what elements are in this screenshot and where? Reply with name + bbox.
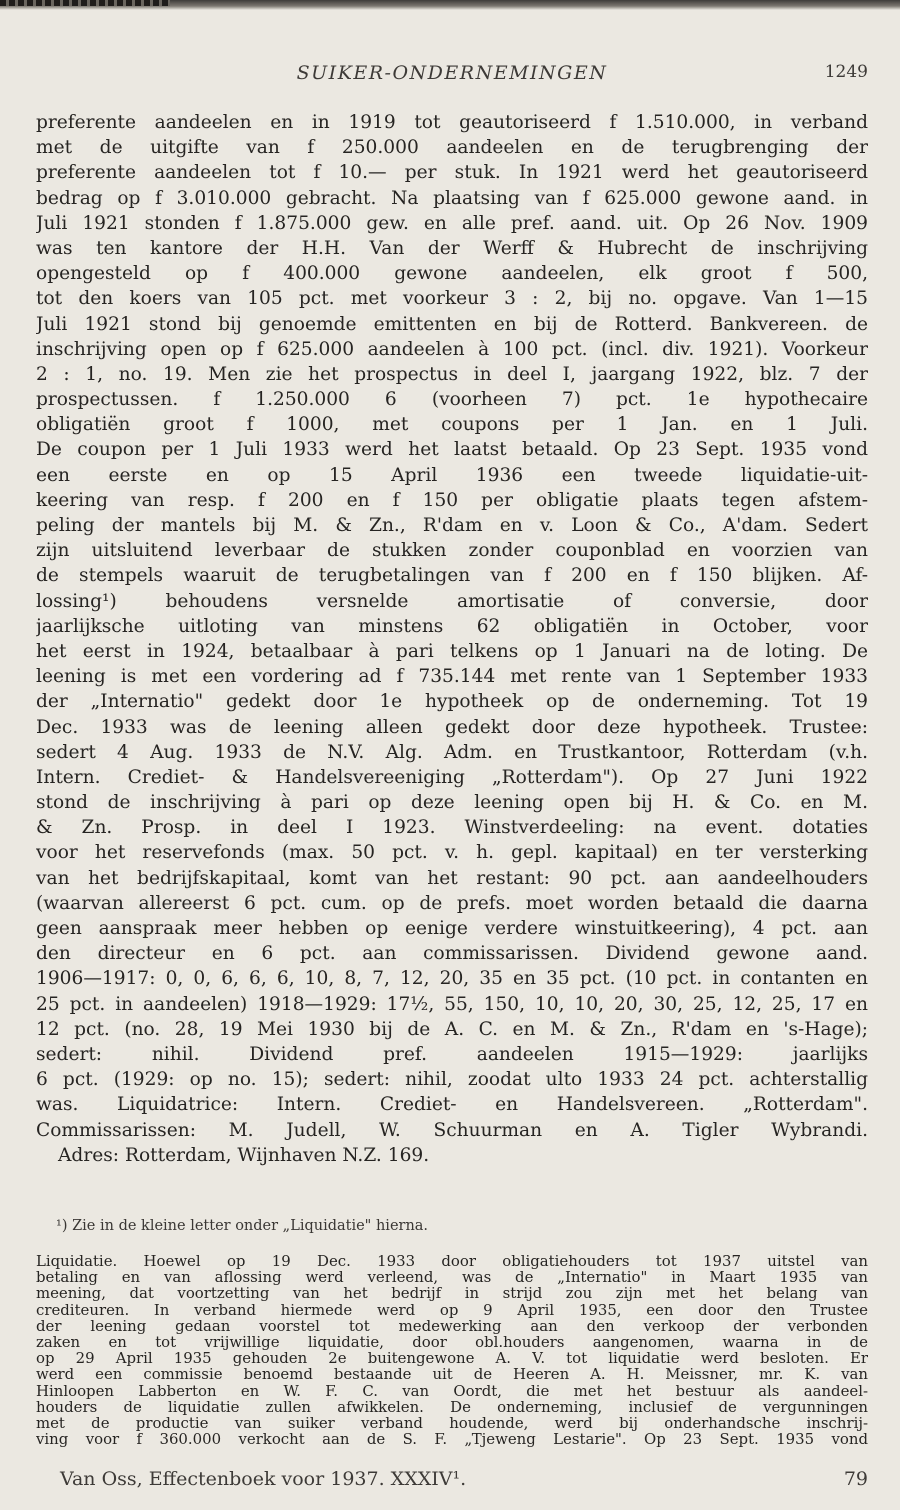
body-line: jaarlijksche uitloting van minstens 62 obligatiën in October, voor xyxy=(36,615,868,637)
body-line: sedert 4 Aug. 1933 de N.V. Alg. Adm. en Trustkantoor, Rotterdam (v.h. xyxy=(36,741,868,763)
body-line: 12 pct. (no. 28, 19 Mei 1930 bij de A. C. en M. & Zn., R'dam en 's-Hage); xyxy=(36,1018,868,1040)
body-line: 2 : 1, no. 19. Men zie het prospectus in deel I, jaargang 1922, blz. 7 der xyxy=(36,363,868,385)
running-header xyxy=(36,60,868,90)
body-line: der „Internatio" gedekt door 1e hypotheek op de onderneming. Tot 19 xyxy=(36,691,868,713)
body-line: keering van resp. f 200 en f 150 per obligatie plaats tegen afstem- xyxy=(36,489,868,511)
liquidatie-line: Liquidatie. Hoewel op 19 Dec. 1933 door obligatiehouders tot 1937 uitstel van xyxy=(36,1253,868,1270)
liquidatie-note xyxy=(36,1253,868,1447)
body-line: Dec. 1933 was de leening alleen gedekt door deze hypotheek. Trustee: xyxy=(36,716,868,738)
body-line: met de uitgifte van f 250.000 aandeelen en de terugbrenging der xyxy=(36,137,868,159)
liquidatie-line: der leening gedaan voorstel tot medewerking aan den verkoop der verbonden xyxy=(36,1317,868,1334)
body-line: van het bedrijfskapitaal, komt van het restant: 90 pct. aan aandeelhouders xyxy=(36,867,868,889)
body-line: zijn uitsluitend leverbaar de stukken zonder couponblad en voorzien van xyxy=(36,540,868,562)
address-line: Adres: Rotterdam, Wijnhaven N.Z. 169. xyxy=(58,1144,430,1166)
liquidatie-line: betaling en van aflossing werd verleend, was de „Internatio" in Maart 1935 van xyxy=(36,1269,868,1286)
body-line: De coupon per 1 Juli 1933 werd het laatst betaald. Op 23 Sept. 1935 vond xyxy=(36,439,868,461)
body-line: lossing¹) behoudens versnelde amortisatie of conversie, door xyxy=(36,590,868,612)
liquidatie-line: op 29 April 1935 gehouden 2e buitengewone A. V. tot liquidatie werd besloten. Er xyxy=(36,1350,868,1367)
body-line: Juli 1921 stonden f 1.875.000 gew. en alle pref. aand. uit. Op 26 Nov. 1909 xyxy=(36,212,868,234)
body-line: preferente aandeelen tot f 10.— per stuk. In 1921 werd het geautoriseerd xyxy=(36,162,868,184)
liquidatie-line: meening, dat voortzetting van het bedrijf in strijd zou zijn met het belang van xyxy=(36,1285,868,1302)
body-line: den directeur en 6 pct. aan commissarissen. Dividend gewone aand. xyxy=(36,943,868,965)
body-line: was ten kantore der H.H. Van der Werff & Hubrecht de inschrijving xyxy=(36,237,868,259)
page-number-top: 1249 xyxy=(824,62,868,82)
body-line: het eerst in 1924, betaalbaar à pari telkens op 1 Januari na de loting. De xyxy=(36,640,868,662)
body-line: 6 pct. (1929: op no. 15); sedert: nihil, zoodat ulto 1933 24 pct. achterstallig xyxy=(36,1069,868,1091)
body-line: leening is met een vordering ad f 735.144 met rente van 1 September 1933 xyxy=(36,666,868,688)
main-text-block xyxy=(36,110,868,1168)
body-line: een eerste en op 15 April 1936 een tweede liquidatie-uit- xyxy=(36,464,868,486)
liquidatie-line: crediteuren. In verband hiermede werd op 9 April 1935, een door den Trustee xyxy=(36,1301,868,1318)
liquidatie-line: met de productie van suiker verband houdende, werd bij onderhandsche inschrij- xyxy=(36,1414,868,1432)
body-line: preferente aandeelen en in 1919 tot geautoriseerd f 1.510.000, in verband xyxy=(36,112,868,133)
page-footer xyxy=(36,1466,868,1496)
body-line: inschrijving open op f 625.000 aandeelen à 100 pct. (incl. div. 1921). Voorkeur xyxy=(36,338,868,360)
body-line: de stempels waaruit de terugbetalingen van f 200 en f 150 blijken. Af- xyxy=(36,565,868,587)
liquidatie-line: ving voor f 360.000 verkocht aan de S. F. „Tjeweng Lestarie". Op 23 Sept. 1935 vond xyxy=(36,1431,868,1448)
body-line: tot den koers van 105 pct. met voorkeur 3 : 2, bij no. opgave. Van 1—15 xyxy=(36,288,868,310)
body-line: & Zn. Prosp. in deel I 1923. Winstverdeeling: na event. dotaties xyxy=(36,817,868,839)
liquidatie-line: Hinloopen Labberton en W. F. C. van Oordt, die met het bestuur als aandeel- xyxy=(36,1382,868,1399)
body-line: 1906—1917: 0, 0, 6, 6, 6, 10, 8, 7, 12, 20, 35 en 35 pct. (10 pct. in contanten en xyxy=(36,968,868,990)
body-line: was. Liquidatrice: Intern. Crediet- en Handelsvereen. „Rotterdam". xyxy=(36,1094,868,1116)
footer-source: Van Oss, Effectenboek voor 1937. XXXIV¹. xyxy=(60,1468,467,1490)
page-edge-strip xyxy=(0,0,900,10)
footer-page-number: 79 xyxy=(843,1468,868,1490)
page-header-title: SUIKER-ONDERNEMINGEN xyxy=(296,62,608,84)
footnote: ¹) Zie in de kleine letter onder „Liquidatie" hierna. xyxy=(56,1218,429,1234)
body-line: Juli 1921 stond bij genoemde emittenten en bij de Rotterd. Bankvereen. de xyxy=(36,313,868,335)
body-line: stond de inschrijving à pari op deze leening open bij H. & Co. en M. xyxy=(36,792,868,814)
body-line: 25 pct. in aandeelen) 1918—1929: 17½, 55, 150, 10, 10, 20, 30, 25, 12, 25, 17 en xyxy=(36,993,868,1015)
body-line: sedert: nihil. Dividend pref. aandeelen 1915—1929: jaarlijks xyxy=(36,1043,868,1065)
liquidatie-line: houders de liquidatie zullen afwikkelen. De onderneming, inclusief de vergunningen xyxy=(36,1398,868,1415)
liquidatie-line: werd een commissie benoemd bestaande uit de Heeren A. H. Meissner, mr. K. van xyxy=(36,1366,868,1383)
body-line: Commissarissen: M. Judell, W. Schuurman en A. Tigler Wybrandi. xyxy=(36,1119,868,1141)
body-line: prospectussen. f 1.250.000 6 (voorheen 7) pct. 1e hypothecaire xyxy=(36,389,868,411)
body-line: Intern. Crediet- & Handelsvereeniging „Rotterdam"). Op 27 Juni 1922 xyxy=(36,766,868,788)
body-line: peling der mantels bij M. & Zn., R'dam en v. Loon & Co., A'dam. Sedert xyxy=(36,515,868,536)
body-line: bedrag op f 3.010.000 gebracht. Na plaatsing van f 625.000 gewone aand. in xyxy=(36,187,868,209)
liquidatie-line: zaken en tot vrijwillige liquidatie, door obl.houders aangenomen, waarna in de xyxy=(36,1333,868,1351)
body-line: opengesteld op f 400.000 gewone aandeelen, elk groot f 500, xyxy=(36,263,868,285)
body-line: voor het reservefonds (max. 50 pct. v. h. gepl. kapitaal) en ter versterking xyxy=(36,842,868,864)
body-line: (waarvan allereerst 6 pct. cum. op de prefs. moet worden betaald die daarna xyxy=(36,892,868,914)
body-line: geen aanspraak meer hebben op eenige verdere winstuitkeering), 4 pct. aan xyxy=(36,918,868,939)
body-line: obligatiën groot f 1000, met coupons per 1 Jan. en 1 Juli. xyxy=(36,414,868,436)
